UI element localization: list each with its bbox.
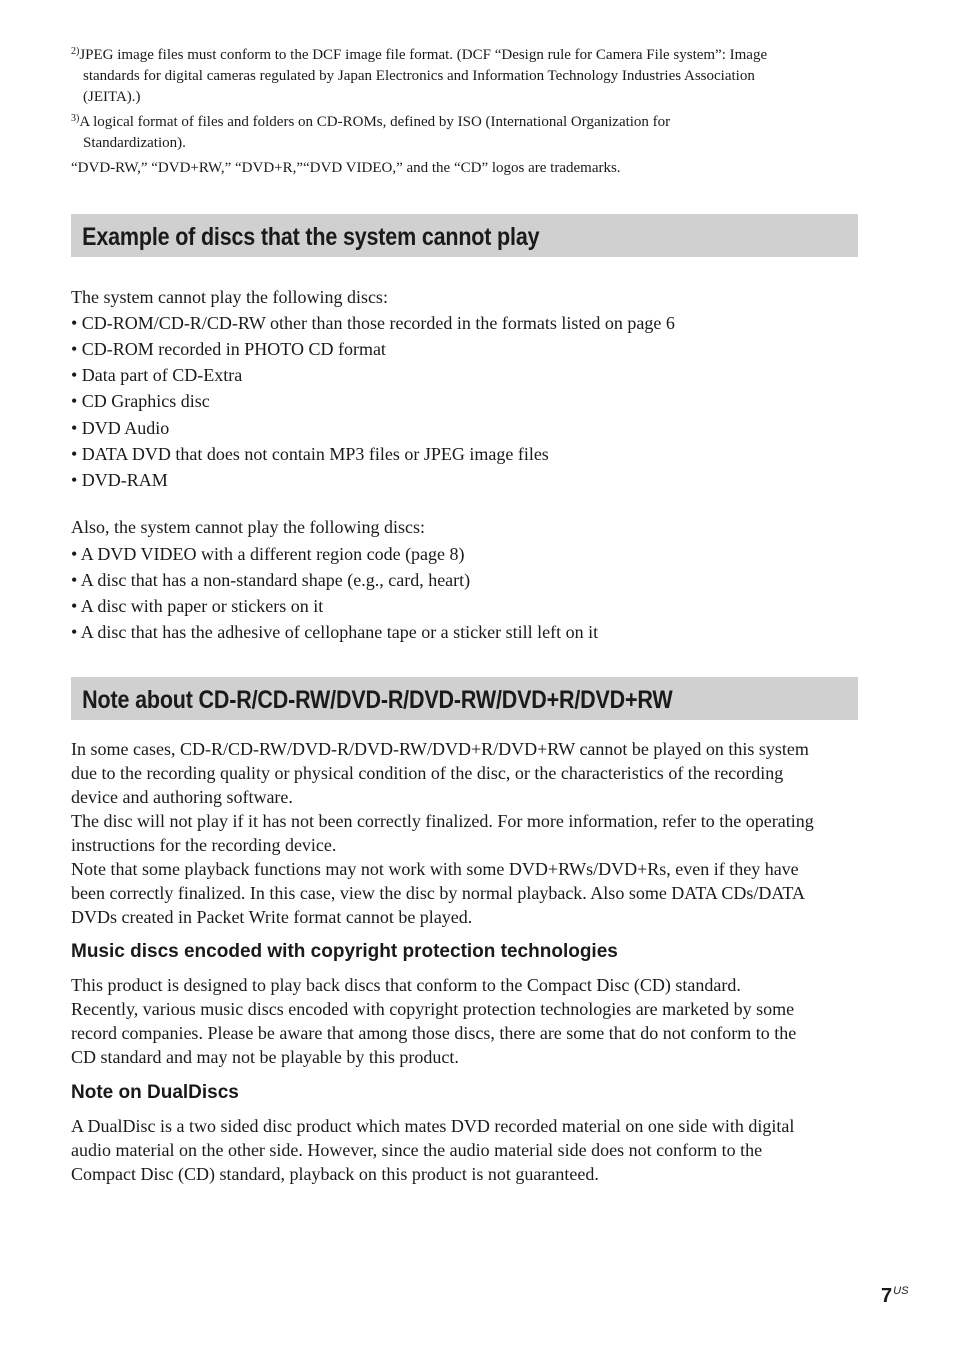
list-item: • CD-ROM recorded in PHOTO CD format <box>71 339 386 359</box>
list-item: • A disc with paper or stickers on it <box>71 596 324 616</box>
list-item: • A DVD VIDEO with a different region code (page 8) <box>71 544 465 564</box>
paragraph-line: The disc will not play if it has not been correctly finalized. For more information, refer to the operating <box>71 811 814 831</box>
footnote-text: standards for digital cameras regulated by Japan Electronics and Information Technology Industries Association <box>83 68 755 84</box>
paragraph-line: device and authoring software. <box>71 787 293 807</box>
page-number-value: 7 <box>881 1285 893 1307</box>
footnote-marker: 2) <box>71 46 80 57</box>
section-title: Example of discs that the system cannot play <box>82 223 540 251</box>
footnote-3 <box>71 112 861 154</box>
subsection-paragraph <box>71 973 861 1069</box>
subsection-title: Note on DualDiscs <box>71 1082 239 1103</box>
paragraph-line: record companies. Please be aware that among those discs, there are some that do not conform to the <box>71 1023 797 1043</box>
subsection-paragraph <box>71 1114 861 1186</box>
list-item: • DVD-RAM <box>71 470 168 490</box>
paragraph-line: In some cases, CD-R/CD-RW/DVD-R/DVD-RW/DVD+R/DVD+RW cannot be played on this system <box>71 739 809 759</box>
section-heading-bar <box>71 214 858 257</box>
list-item: • CD-ROM/CD-R/CD-RW other than those recorded in the formats listed on page 6 <box>71 313 675 333</box>
list-item: • DVD Audio <box>71 418 170 438</box>
footnote-marker: 3) <box>71 113 80 124</box>
list-item: • Data part of CD-Extra <box>71 365 243 385</box>
footnote-2 <box>71 45 861 108</box>
list-item: • CD Graphics disc <box>71 391 210 411</box>
page-number <box>881 1285 908 1308</box>
section-heading-bar <box>71 677 858 720</box>
footnote-text: Standardization). <box>83 135 186 151</box>
section-intro: Also, the system cannot play the following discs: <box>71 517 425 537</box>
list-item: • A disc that has a non-standard shape (e.g., card, heart) <box>71 570 471 590</box>
section-title: Note about CD-R/CD-RW/DVD-R/DVD-RW/DVD+R/DVD+RW <box>82 686 673 714</box>
paragraph-line: Note that some playback functions may not work with some DVD+RWs/DVD+Rs, even if they have <box>71 859 799 879</box>
section-paragraph <box>71 737 861 929</box>
paragraph-line: Compact Disc (CD) standard, playback on this product is not guaranteed. <box>71 1164 599 1184</box>
paragraph-line: A DualDisc is a two sided disc product which mates DVD recorded material on one side with digital <box>71 1116 795 1136</box>
paragraph-line: audio material on the other side. However, since the audio material side does not conform to the <box>71 1140 763 1160</box>
section-intro: The system cannot play the following discs: <box>71 287 388 307</box>
footnote-text: A logical format of files and folders on CD-ROMs, defined by ISO (International Organization for <box>79 114 671 130</box>
trademark-note: “DVD-RW,” “DVD+RW,” “DVD+R,”“DVD VIDEO,” and the “CD” logos are trademarks. <box>71 160 621 176</box>
paragraph-line: instructions for the recording device. <box>71 835 337 855</box>
subsection-title: Music discs encoded with copyright protection technologies <box>71 941 618 962</box>
list-item: • A disc that has the adhesive of cellophane tape or a sticker still left on it <box>71 622 599 642</box>
paragraph-line: CD standard and may not be playable by this product. <box>71 1047 459 1067</box>
list-item: • DATA DVD that does not contain MP3 files or JPEG image files <box>71 444 549 464</box>
paragraph-line: been correctly finalized. In this case, view the disc by normal playback. Also some DATA CDs/DATA <box>71 883 805 903</box>
paragraph-line: This product is designed to play back discs that conform to the Compact Disc (CD) standard. <box>71 975 741 995</box>
paragraph-line: DVDs created in Packet Write format cannot be played. <box>71 907 473 927</box>
footnote-text: JPEG image files must conform to the DCF image file format. (DCF “Design rule for Camera File system”: Image <box>79 47 768 63</box>
paragraph-line: due to the recording quality or physical condition of the disc, or the characteristics of the recording <box>71 763 784 783</box>
paragraph-line: Recently, various music discs encoded with copyright protection technologies are marketed by some <box>71 999 795 1019</box>
page-number-suffix: US <box>893 1285 909 1297</box>
footnote-text: (JEITA).) <box>83 89 141 105</box>
